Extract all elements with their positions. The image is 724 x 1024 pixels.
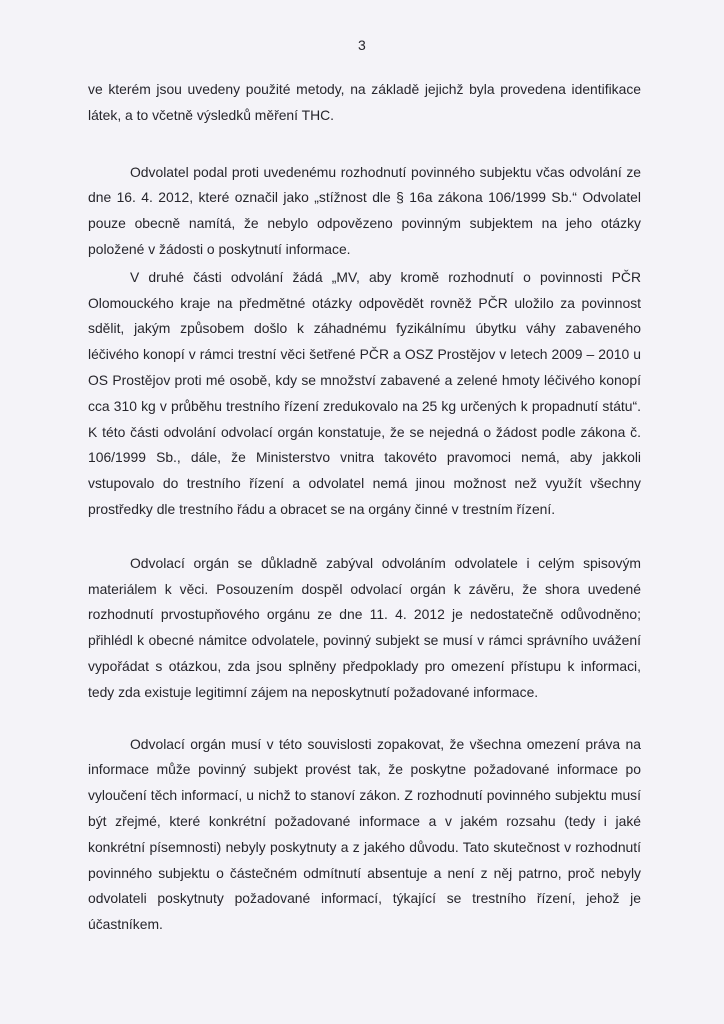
paragraph-4: Odvolací orgán se důkladně zabýval odvoláním odvolatele i celým spisovým materiálem k věci. Posouzením dospěl odvolací orgán k závěru, že shora uvedené rozhodnutí prvostupňového orgánu ze dne 11. 4. 2012 je nedostatečně odůvodněno; přihlédl k obecné námitce odvolatele, povinný subjekt se musí v rámci správního uvážení vypořádat s otázkou, zda jsou splněny předpoklady pro omezení přístupu k informaci, tedy zda existuje legitimní zájem na neposkytnutí požadované informace.: [88, 554, 641, 700]
paragraph-5: Odvolací orgán musí v této souvislosti zopakovat, že všechna omezení práva na informace může povinný subjekt provést tak, že poskytne požadované informace po vyloučení těch informací, u nichž to stanoví zákon. Z rozhodnutí povinného subjektu musí být zřejmé, které konkrétní požadované informace a v jakém rozsahu (tedy i jaké konkrétní písemnosti) nebyly poskytnuty a z jakého důvodu. Tato skutečnost v rozhodnutí povinného subjektu o částečném odmítnutí absentuje a není z něj patrno, proč nebyly odvolateli poskytnuty požadované informací, týkající se trestního řízení, jehož je účastníkem.: [88, 735, 641, 933]
paragraph-2: Odvolatel podal proti uvedenému rozhodnutí povinného subjektu včas odvolání ze dne 16. 4. 2012, které označil jako „stížnost dle § 16a zákona 106/1999 Sb.“ Odvolatel pouze obecně namítá, že nebylo odpovězeno povinným subjektem na jeho otázky položené v žádosti o poskytnutí informace.: [88, 163, 641, 257]
page-number: 3: [358, 37, 366, 53]
paragraph-1: ve kterém jsou uvedeny použité metody, na základě jejichž byla provedena identifikace látek, a to včetně výsledků měření THC.: [88, 81, 641, 123]
paragraph-3: V druhé části odvolání žádá „MV, aby kromě rozhodnutí o povinnosti PČR Olomouckého kraje na předmětné otázky odpovědět rovněž PČR uložilo za povinnost sdělit, jakým způsobem došlo k záhadnému fyzikálnímu úbytku váhy zabaveného léčivého konopí v rámci trestní věci šetřené PČR a OSZ Prostějov v letech 2009 – 2010 u OS Prostějov proti mé osobě, kdy se množství zabavené a zelené hmoty léčivého konopí cca 310 kg v průběhu trestního řízení zredukovalo na 25 kg určených k propadnutí státu“. K této části odvolání odvolací orgán konstatuje, že se nejedná o žádost podle zákona č. 106/1999 Sb., dále, že Ministerstvo vnitra takovéto pravomoci nemá, aby jakkoli vstupovalo do trestního řízení a odvolatel nemá jinou možnost než využít všechny prostředky dle trestního řádu a obracet se na orgány činné v trestním řízení.: [88, 268, 641, 517]
document-body: [88, 77, 641, 938]
